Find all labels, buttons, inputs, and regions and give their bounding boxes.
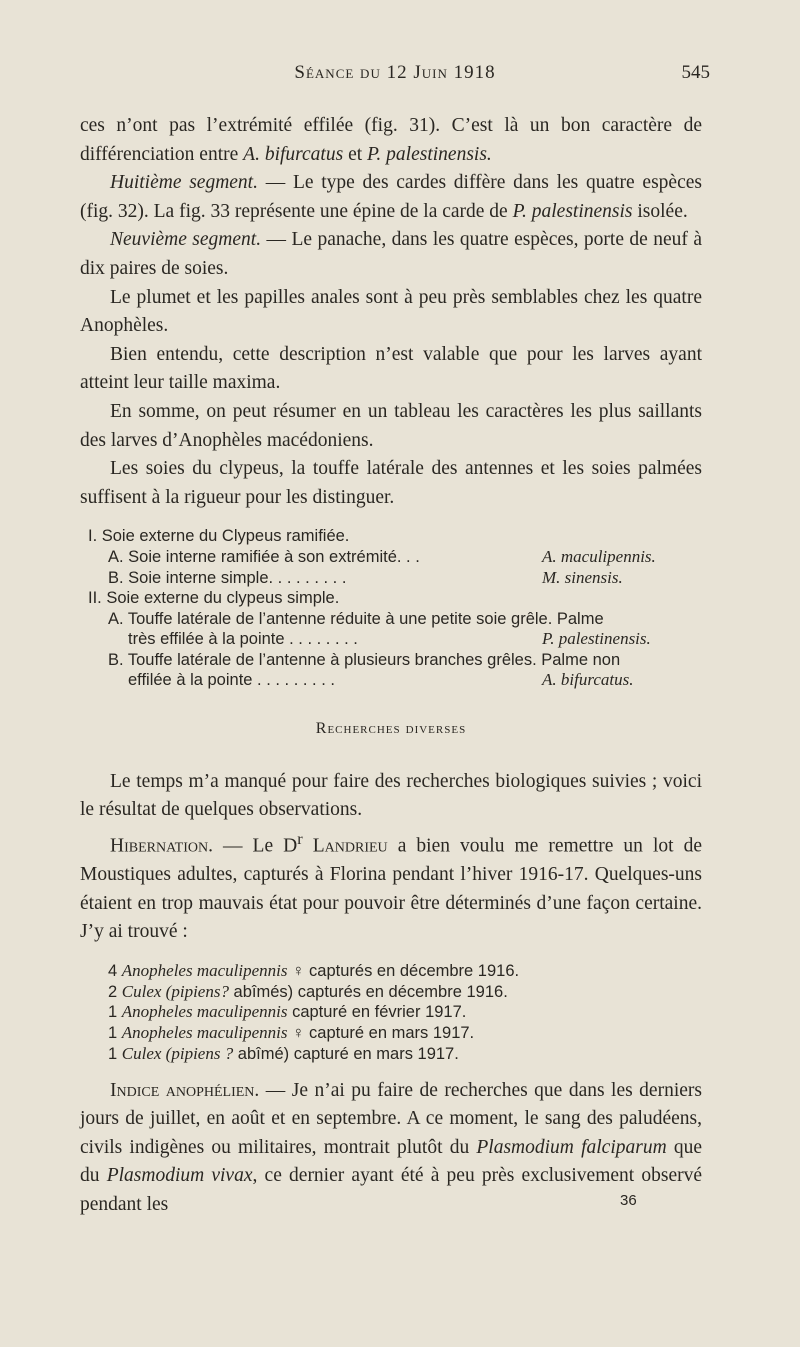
key-row: très effilée à la pointe . . . . . . . . P. palestinensis. xyxy=(128,629,651,649)
paragraph: Hibernation. — Le $D^r$ Landrieu a bien voulu me remettre un lot de Moustiques adultes, capturés à Florina pendant l’hiver 1916-17. Quelques-uns étaient en trop mauvais état pour pouvoir être déterminés d’une façon certaine. J’y ai trouvé : xyxy=(80,829,702,943)
paragraph: Le plumet et les papilles anales sont à peu près semblables chez les quatre Anophèles. xyxy=(80,286,702,337)
signature-mark: 36 xyxy=(620,1192,637,1209)
paragraph: Huitième segment. — Le type des cardes diffère dans les quatre espèces (fig. 32). La fig. 33 représente une épine de la carde de P. palestinensis isolée. xyxy=(80,172,702,222)
list-item: 1 Anopheles maculipennis ♀ capturé en mars 1917. xyxy=(108,1023,475,1043)
list-item: 4 Anopheles maculipennis ♀ capturés en décembre 1916. xyxy=(108,960,520,980)
page-number: 545 xyxy=(681,62,710,83)
identification-key xyxy=(88,526,702,691)
key-row: A. Touffe latérale de l’antenne réduite à une petite soie grêle. Palme xyxy=(108,609,604,628)
paragraph: Neuvième segment. — Le panache, dans les quatre espèces, porte de neuf à dix paires de soies. xyxy=(80,229,702,279)
key-row: A. Soie interne ramifiée à son extrémité. . . A. maculipennis. xyxy=(108,546,656,566)
body-text xyxy=(80,112,702,1220)
paragraph: Les soies du clypeus, la touffe latérale des antennes et les soies palmées suffisent à la rigueur pour les distinguer. xyxy=(80,458,702,508)
key-row: I. Soie externe du Clypeus ramifiée. xyxy=(88,527,350,546)
paragraph: Le temps m’a manqué pour faire des recherches biologiques suivies ; voici le résultat de quelques observations. xyxy=(80,770,702,821)
specimen-list xyxy=(108,961,702,1065)
key-row: B. Soie interne simple. . . . . . . . . M. sinensis. xyxy=(108,567,623,587)
section-title: Recherches diverses xyxy=(315,720,467,738)
key-row: II. Soie externe du clypeus simple. xyxy=(88,589,340,608)
list-item: 1 Anopheles maculipennis capturé en février 1917. xyxy=(108,1002,467,1022)
paragraph: ces n’ont pas l’extrémité effilée (fig. 31). C’est là un bon caractère de différenciation entre A. bifurcatus et P. palestinensis. xyxy=(80,115,702,165)
list-item: 2 Culex (pipiens? abîmés) capturés en décembre 1916. xyxy=(108,981,508,1001)
paragraph: Indice anophélien. — Je n’ai pu faire de recherches que dans les derniers jours de juillet, en août et en septembre. A ce moment, le sang des paludéens, civils indigènes ou militaires, montrait plutôt du Plasmodium falciparum que du Plasmodium vivax, ce dernier ayant été à peu près exclusivement observé pendant les xyxy=(80,1079,702,1216)
key-row: effilée à la pointe . . . . . . . . . A. bifurcatus. xyxy=(128,670,634,690)
page-header xyxy=(80,62,710,92)
paragraph: Bien entendu, cette description n’est valable que pour les larves ayant atteint leur taille maxima. xyxy=(80,343,702,394)
paragraph: En somme, on peut résumer en un tableau les caractères les plus saillants des larves d’Anophèles macédoniens. xyxy=(80,400,702,451)
list-item: 1 Culex (pipiens ? abîmé) capturé en mars 1917. xyxy=(108,1043,459,1063)
key-row: B. Touffe latérale de l’antenne à plusieurs branches grêles. Palme non xyxy=(108,650,621,669)
running-head: Séance du 12 Juin 1918 xyxy=(294,62,496,83)
